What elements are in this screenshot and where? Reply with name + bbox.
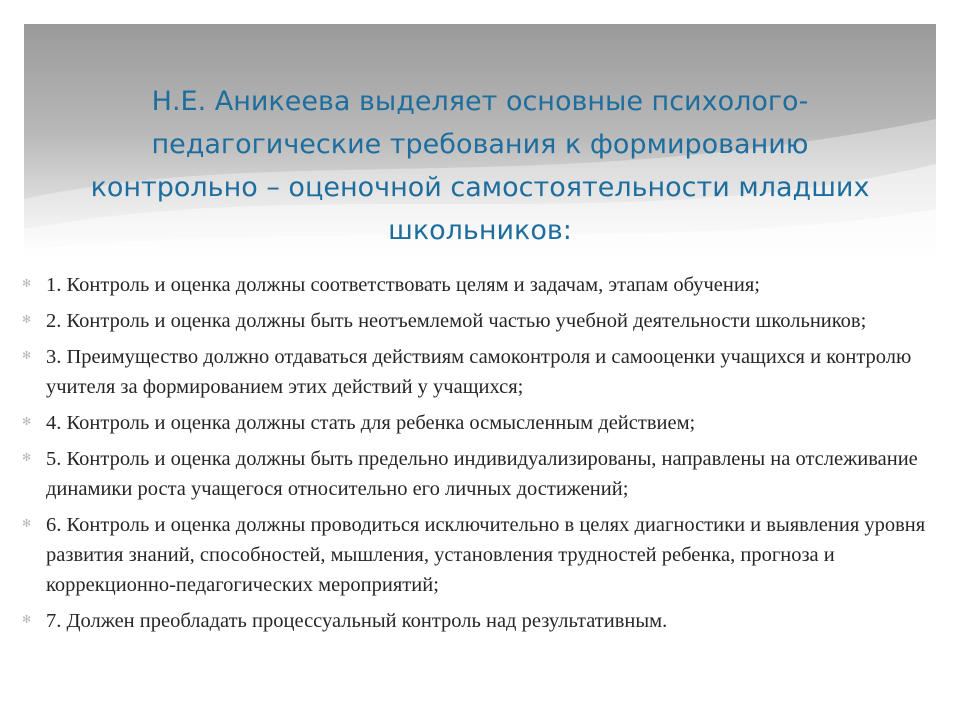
- list-item-text: 7. Должен преобладать процессуальный контроль над результативным.: [46, 610, 668, 632]
- asterisk-icon: ✻: [22, 613, 32, 626]
- asterisk-icon: ✻: [22, 517, 32, 530]
- list-item: [20, 606, 938, 636]
- asterisk-icon: ✻: [22, 451, 32, 464]
- list-item: [20, 270, 938, 300]
- asterisk-icon: ✻: [22, 349, 32, 362]
- list-item-text: 4. Контроль и оценка должны стать для ребенка осмысленным действием;: [46, 412, 696, 434]
- slide-title: Н.Е. Аникеева выделяет основные психолого-педагогические требования к формированию контрольно – оценочной самостоятельности младших школьников:: [90, 86, 870, 246]
- asterisk-icon: ✻: [22, 277, 32, 290]
- list-item-text: 1. Контроль и оценка должны соответствовать целям и задачам, этапам обучения;: [46, 274, 760, 296]
- list-item-text: 5. Контроль и оценка должны быть предельно индивидуализированы, направлены на отслеживание динамики роста учащегося относительно его личных достижений;: [46, 448, 918, 500]
- list-item: [20, 306, 938, 336]
- list-item-text: 2. Контроль и оценка должны быть неотъемлемой частью учебной деятельности школьников;: [46, 310, 867, 332]
- title-banner: [24, 24, 936, 264]
- asterisk-icon: ✻: [22, 415, 32, 428]
- asterisk-icon: ✻: [22, 313, 32, 326]
- list-item: [20, 408, 938, 438]
- requirements-list: [20, 270, 938, 642]
- list-item: [20, 342, 938, 402]
- list-item: [20, 510, 938, 600]
- list-item-text: 6. Контроль и оценка должны проводиться исключительно в целях диагностики и выявления уровня развития знаний, способностей, мышления, установления трудностей ребенка, прогноза и коррекционно-педагогических мероприятий;: [46, 514, 926, 596]
- list-item-text: 3. Преимущество должно отдаваться действиям самоконтроля и самооценки учащихся и контролю учителя за формированием этих действий у учащихся;: [46, 346, 912, 398]
- list-item: [20, 444, 938, 504]
